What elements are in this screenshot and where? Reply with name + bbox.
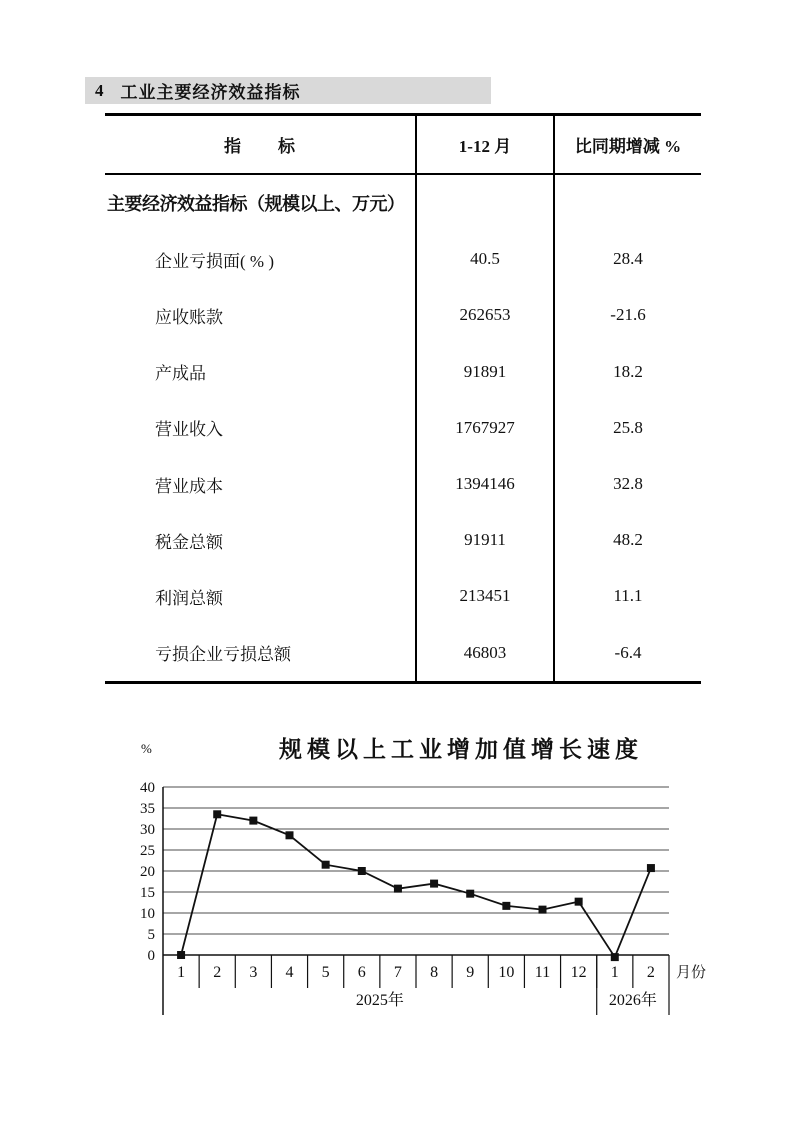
table-row — [105, 175, 701, 231]
chart-title: 规模以上工业增加值增长速度 — [279, 737, 643, 762]
month-tick-label: 11 — [534, 964, 551, 981]
data-point-marker — [430, 880, 438, 888]
data-point-marker — [466, 890, 474, 898]
indicator-cell: 营业成本 — [155, 476, 223, 496]
month-tick-label: 9 — [466, 964, 475, 981]
data-point-marker — [394, 885, 402, 893]
change-cell — [553, 175, 701, 231]
value-cell — [415, 175, 553, 231]
table-body — [105, 175, 701, 681]
value-cell: 213451 — [415, 568, 553, 624]
value-cell: 1767927 — [415, 400, 553, 456]
data-point-marker — [539, 906, 547, 914]
table-row — [105, 344, 701, 400]
change-cell: -6.4 — [553, 625, 701, 681]
indicator-cell: 税金总额 — [155, 532, 223, 552]
y-axis-label: % — [141, 741, 152, 756]
month-tick-label: 12 — [570, 964, 587, 981]
data-point-marker — [249, 817, 257, 825]
change-cell: 11.1 — [553, 568, 701, 624]
value-cell: 1394146 — [415, 456, 553, 512]
y-tick-label: 5 — [147, 927, 155, 943]
indicator-cell: 利润总额 — [155, 588, 223, 608]
table-header-row — [105, 116, 701, 175]
section-number: 4 — [95, 80, 104, 100]
change-cell: 18.2 — [553, 344, 701, 400]
x-axis-label: 月份 — [676, 965, 707, 981]
table-row — [105, 568, 701, 624]
month-tick-label: 3 — [249, 964, 258, 981]
y-tick-label: 30 — [140, 822, 155, 838]
month-tick-label: 8 — [430, 964, 439, 981]
data-point-marker — [358, 867, 366, 875]
data-point-marker — [177, 951, 185, 959]
col-header-indicator: 指 标 — [224, 137, 296, 156]
y-tick-label: 40 — [140, 780, 155, 796]
indicator-cell: 亏损企业亏损总额 — [155, 645, 291, 665]
month-tick-label: 1 — [177, 964, 186, 981]
section-header — [85, 77, 491, 104]
table-row — [105, 400, 701, 456]
col-header-change: 比同期增减 % — [553, 116, 701, 173]
change-cell: -21.6 — [553, 287, 701, 343]
y-tick-label: 15 — [140, 885, 155, 901]
y-tick-label: 20 — [140, 864, 155, 880]
month-tick-label: 5 — [321, 964, 330, 981]
indicators-table — [105, 113, 701, 684]
data-point-marker — [286, 831, 294, 839]
indicator-cell: 应收账款 — [155, 307, 223, 327]
month-tick-label: 4 — [285, 964, 294, 981]
table-row — [105, 456, 701, 512]
value-cell: 46803 — [415, 625, 553, 681]
data-point-marker — [647, 864, 655, 872]
year-group-label: 2025年 — [355, 992, 404, 1009]
section-title: 工业主要经济效益指标 — [120, 83, 301, 102]
value-cell: 40.5 — [415, 231, 553, 287]
month-tick-label: 7 — [393, 964, 402, 981]
indicator-cell: 产成品 — [155, 364, 206, 384]
year-group-label: 2026年 — [608, 992, 657, 1009]
month-tick-label: 1 — [610, 964, 619, 981]
data-point-marker — [502, 902, 510, 910]
table-row — [105, 512, 701, 568]
y-tick-label: 0 — [147, 948, 155, 964]
indicator-cell: 营业收入 — [155, 420, 223, 440]
y-tick-label: 25 — [140, 843, 155, 859]
data-point-marker — [322, 861, 330, 869]
value-cell: 262653 — [415, 287, 553, 343]
indicator-cell: 企业亏损面( % ) — [155, 251, 274, 271]
indicator-cell: 主要经济效益指标（规模以上、万元） — [107, 194, 405, 215]
table-row — [105, 625, 701, 681]
month-tick-label: 2 — [213, 964, 222, 981]
data-point-marker — [611, 953, 619, 961]
change-cell: 32.8 — [553, 456, 701, 512]
month-tick-label: 2 — [646, 964, 655, 981]
data-point-marker — [575, 898, 583, 906]
table-row — [105, 231, 701, 287]
data-series-line — [181, 814, 651, 957]
value-cell: 91891 — [415, 344, 553, 400]
change-cell: 25.8 — [553, 400, 701, 456]
y-tick-label: 10 — [140, 906, 155, 922]
change-cell: 28.4 — [553, 231, 701, 287]
y-tick-label: 35 — [140, 801, 155, 817]
col-header-period: 1-12 月 — [415, 116, 553, 173]
month-tick-label: 6 — [357, 964, 366, 981]
value-cell: 91911 — [415, 512, 553, 568]
table-row — [105, 287, 701, 343]
month-tick-label: 10 — [498, 964, 515, 981]
data-point-marker — [213, 810, 221, 818]
change-cell: 48.2 — [553, 512, 701, 568]
